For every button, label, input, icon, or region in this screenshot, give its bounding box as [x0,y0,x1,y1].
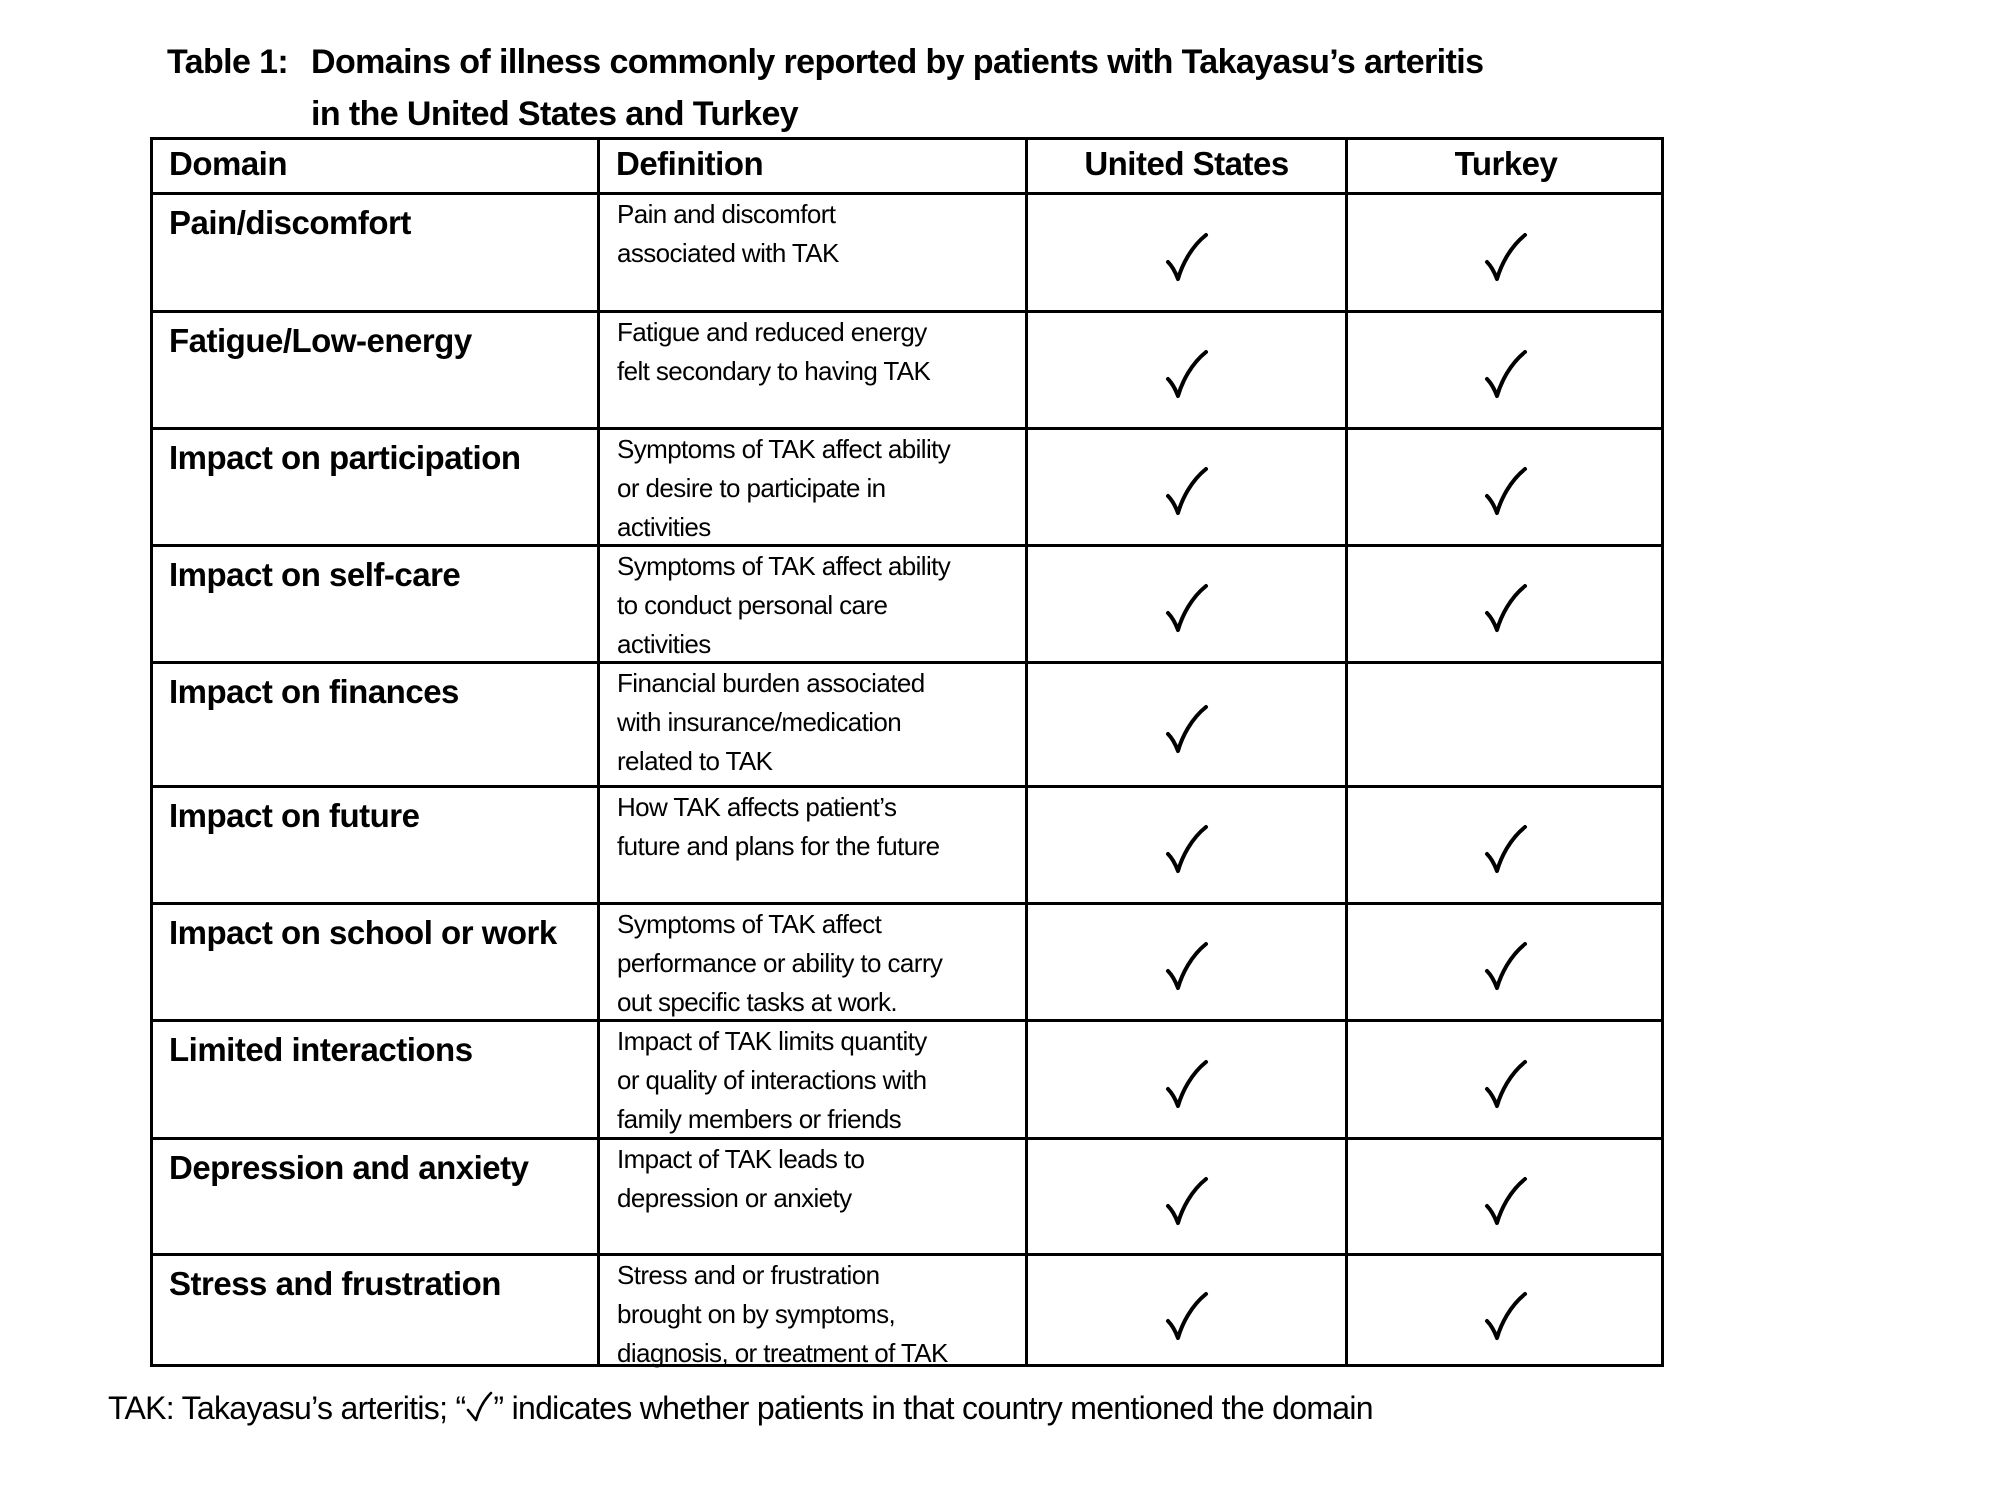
definition-cell [597,430,1025,544]
domain-cell [153,430,597,544]
check-mark-icon [1164,465,1210,519]
check-mark-icon [1483,582,1529,636]
definition-cell [597,905,1025,1019]
definition-text [600,1022,1025,1139]
definition-text [600,1140,1025,1218]
united-states-cell [1025,1140,1345,1253]
check-mark-icon [1483,1290,1529,1344]
check-mark-icon [1164,940,1210,994]
definition-line: family members or friends [617,1104,902,1134]
domain-cell [153,313,597,427]
domain-cell [153,664,597,785]
domain-cell [153,1022,597,1137]
check-mark-icon [1164,823,1210,877]
definition-line: depression or anxiety [617,1183,852,1213]
domain-cell [153,1140,597,1253]
table-row [153,310,1661,427]
definition-text [600,788,1025,866]
domains-table [150,137,1664,1367]
footnote-text-after: ” indicates whether patients in that country mentioned the domain [493,1390,1373,1426]
definition-text [600,430,1025,547]
turkey-cell [1345,1256,1664,1367]
definition-line: activities [617,629,711,659]
united-states-cell [1025,905,1345,1019]
definition-text [600,905,1025,1022]
definition-cell [597,313,1025,427]
united-states-cell [1025,788,1345,902]
header-domain: Domain [169,145,288,182]
definition-line: How TAK affects patient’s [617,792,897,822]
header-cell-united-states [1025,140,1345,192]
definition-line: associated with TAK [617,238,839,268]
domain-label: Impact on school or work [169,914,557,951]
check-mark-icon [1483,1175,1529,1229]
turkey-cell [1345,905,1664,1019]
definition-line: brought on by symptoms, [617,1299,896,1329]
definition-line: activities [617,512,711,542]
table-row [153,192,1661,310]
table-row [153,902,1661,1019]
check-mark-icon [1164,582,1210,636]
united-states-cell [1025,430,1345,544]
header-definition: Definition [616,145,764,182]
definition-text [600,664,1025,781]
footnote-text-before: TAK: Takayasu’s arteritis; “ [108,1390,466,1426]
caption-line-1: Domains of illness commonly reported by patients with Takayasu’s arteritis [311,43,1484,81]
definition-line: Symptoms of TAK affect ability [617,551,951,581]
header-turkey: Turkey [1454,145,1558,182]
definition-text [600,195,1025,273]
domain-cell [153,905,597,1019]
table-row [153,1019,1661,1137]
united-states-cell [1025,313,1345,427]
domain-label: Impact on finances [169,673,459,710]
check-mark-icon [1483,1058,1529,1112]
united-states-cell [1025,1022,1345,1137]
turkey-cell [1345,1140,1664,1253]
united-states-cell [1025,1256,1345,1367]
table-row [153,785,1661,902]
table-footnote [108,1388,1373,1428]
definition-text [600,1256,1025,1373]
table-row [153,661,1661,785]
domain-label: Fatigue/Low-energy [169,322,472,359]
definition-text [600,313,1025,391]
check-mark-icon [1483,465,1529,519]
table-row [153,1253,1661,1367]
definition-line: diagnosis, or treatment of TAK [617,1338,948,1368]
table-row [153,427,1661,544]
turkey-cell [1345,430,1664,544]
domain-label: Depression and anxiety [169,1149,529,1186]
table-number: Table 1: [167,43,289,81]
caption-line-2: in the United States and Turkey [311,95,799,133]
definition-cell [597,195,1025,310]
definition-cell [597,1140,1025,1253]
definition-line: performance or ability to carry [617,948,943,978]
definition-line: to conduct personal care [617,590,888,620]
definition-cell [597,1022,1025,1137]
domain-cell [153,547,597,661]
united-states-cell [1025,664,1345,785]
definition-line: out specific tasks at work. [617,987,898,1017]
check-mark-icon [1164,348,1210,402]
definition-cell [597,788,1025,902]
check-mark-icon [465,1391,493,1423]
definition-line: future and plans for the future [617,831,940,861]
definition-text [600,547,1025,664]
table-row [153,544,1661,661]
check-mark-icon [1483,348,1529,402]
header-cell-domain [153,140,597,192]
turkey-cell [1345,195,1664,310]
definition-line: Symptoms of TAK affect [617,909,882,939]
definition-cell [597,547,1025,661]
definition-line: felt secondary to having TAK [617,356,931,386]
definition-line: related to TAK [617,746,773,776]
header-united-states: United States [1084,145,1289,182]
check-mark-icon [1164,1175,1210,1229]
check-mark-icon [1483,823,1529,877]
turkey-cell [1345,664,1664,785]
header-cell-definition [597,140,1025,192]
domain-label: Impact on participation [169,439,521,476]
turkey-cell [1345,1022,1664,1137]
check-mark-icon [1483,231,1529,285]
table-row [153,1137,1661,1253]
domain-label: Pain/discomfort [169,204,411,241]
definition-line: Impact of TAK leads to [617,1144,865,1174]
definition-line: Pain and discomfort [617,199,836,229]
check-mark-icon [1164,1058,1210,1112]
domain-label: Limited interactions [169,1031,473,1068]
definition-line: or desire to participate in [617,473,886,503]
turkey-cell [1345,313,1664,427]
domain-cell [153,788,597,902]
domain-label: Impact on self-care [169,556,461,593]
check-mark-icon [1164,231,1210,285]
united-states-cell [1025,547,1345,661]
definition-line: or quality of interactions with [617,1065,927,1095]
check-mark-icon [1164,703,1210,757]
definition-line: Stress and or frustration [617,1260,880,1290]
domain-label: Impact on future [169,797,420,834]
definition-line: with insurance/medication [617,707,902,737]
check-mark-icon [1164,1290,1210,1344]
definition-line: Financial burden associated [617,668,925,698]
definition-line: Symptoms of TAK affect ability [617,434,951,464]
turkey-cell [1345,788,1664,902]
domain-label: Stress and frustration [169,1265,501,1302]
definition-line: Impact of TAK limits quantity [617,1026,927,1056]
table-caption [167,36,1483,140]
domain-cell [153,1256,597,1367]
definition-line: Fatigue and reduced energy [617,317,927,347]
united-states-cell [1025,195,1345,310]
domain-cell [153,195,597,310]
definition-cell [597,664,1025,785]
definition-cell [597,1256,1025,1367]
check-mark-icon [1483,940,1529,994]
table-header-row [153,140,1661,192]
turkey-cell [1345,547,1664,661]
header-cell-turkey [1345,140,1664,192]
